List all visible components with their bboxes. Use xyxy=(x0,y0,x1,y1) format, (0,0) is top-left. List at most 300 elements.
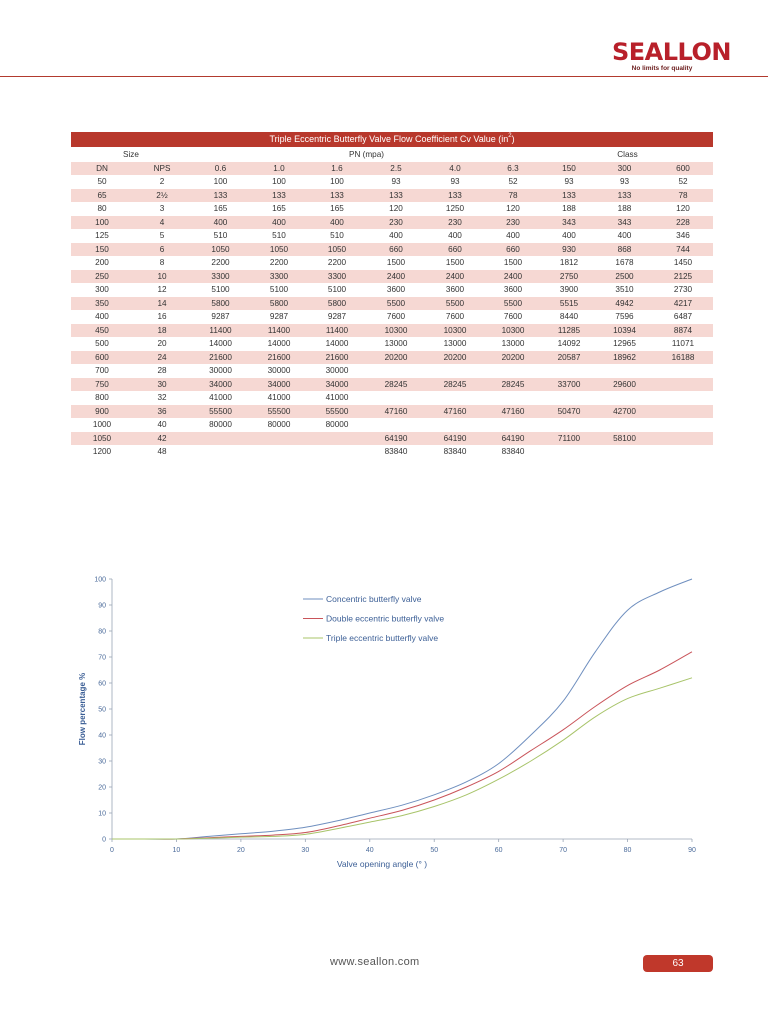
table-cell: 30000 xyxy=(191,364,250,378)
table-cell xyxy=(653,378,713,392)
table-cell: 4942 xyxy=(596,297,653,311)
group-class: Class xyxy=(542,148,713,162)
table-cell: 5100 xyxy=(308,283,366,297)
table-cell: 11285 xyxy=(542,324,596,338)
table-cell: 83840 xyxy=(366,445,426,459)
group-size: Size xyxy=(71,148,191,162)
table-row xyxy=(71,418,713,432)
table-cell: 65 xyxy=(71,189,133,203)
column-header: 4.0 xyxy=(426,162,484,176)
table-cell: 93 xyxy=(542,175,596,189)
legend-label-0: Concentric butterfly valve xyxy=(326,594,422,604)
table-cell: 2200 xyxy=(250,256,308,270)
table-cell: 20200 xyxy=(366,351,426,365)
table-cell: 3300 xyxy=(308,270,366,284)
table-cell: 200 xyxy=(71,256,133,270)
x-tick-label: 70 xyxy=(559,847,568,854)
table-cell: 3300 xyxy=(191,270,250,284)
table-cell: 24 xyxy=(133,351,191,365)
table-cell: 28 xyxy=(133,364,191,378)
table-cell: 12 xyxy=(133,283,191,297)
table-cell: 2 xyxy=(133,175,191,189)
table-cell: 34000 xyxy=(191,378,250,392)
table-cell: 744 xyxy=(653,243,713,257)
table-group-row xyxy=(71,148,713,162)
cv-table-wrapper xyxy=(71,132,713,459)
x-tick-label: 0 xyxy=(110,847,114,854)
table-cell: 165 xyxy=(250,202,308,216)
table-row xyxy=(71,391,713,405)
table-cell: 13000 xyxy=(366,337,426,351)
table-cell: 510 xyxy=(250,229,308,243)
x-tick-label: 80 xyxy=(623,847,632,854)
table-row xyxy=(71,432,713,446)
table-cell: 165 xyxy=(308,202,366,216)
table-cell: 42700 xyxy=(596,405,653,419)
table-cell: 1050 xyxy=(308,243,366,257)
table-cell: 2200 xyxy=(308,256,366,270)
table-cell: 28245 xyxy=(366,378,426,392)
table-title-row xyxy=(71,132,713,148)
table-cell: 230 xyxy=(484,216,542,230)
table-row xyxy=(71,324,713,338)
table-cell: 2750 xyxy=(542,270,596,284)
table-row xyxy=(71,175,713,189)
table-cell: 55500 xyxy=(308,405,366,419)
table-cell xyxy=(250,432,308,446)
table-cell: 3300 xyxy=(250,270,308,284)
table-cell xyxy=(596,391,653,405)
table-cell: 20200 xyxy=(484,351,542,365)
table-title: Triple Eccentric Butterfly Valve Flow Coefficient Cv Value $(in^2)$ xyxy=(71,132,713,148)
table-cell: 2125 xyxy=(653,270,713,284)
table-row xyxy=(71,216,713,230)
table-cell: 8 xyxy=(133,256,191,270)
table-cell: 11400 xyxy=(308,324,366,338)
table-cell: 343 xyxy=(596,216,653,230)
table-cell: 11400 xyxy=(191,324,250,338)
table-cell: 21600 xyxy=(250,351,308,365)
column-header: NPS xyxy=(133,162,191,176)
table-cell: 1500 xyxy=(484,256,542,270)
table-cell: 11071 xyxy=(653,337,713,351)
table-cell: 3510 xyxy=(596,283,653,297)
table-cell: 125 xyxy=(71,229,133,243)
table-cell: 5800 xyxy=(250,297,308,311)
x-tick-label: 30 xyxy=(301,847,310,854)
table-cell: 660 xyxy=(366,243,426,257)
table-cell: 80000 xyxy=(250,418,308,432)
table-cell: 5500 xyxy=(426,297,484,311)
table-cell xyxy=(542,418,596,432)
table-cell: 78 xyxy=(484,189,542,203)
table-cell xyxy=(366,364,426,378)
table-cell: 93 xyxy=(366,175,426,189)
flow-chart xyxy=(71,553,713,879)
table-cell: 14000 xyxy=(250,337,308,351)
table-cell xyxy=(366,391,426,405)
column-header: 2.5 xyxy=(366,162,426,176)
table-cell: 7600 xyxy=(426,310,484,324)
table-cell: 47160 xyxy=(366,405,426,419)
table-cell: 2400 xyxy=(484,270,542,284)
table-cell: 9287 xyxy=(308,310,366,324)
table-cell: 1812 xyxy=(542,256,596,270)
table-cell: 3600 xyxy=(426,283,484,297)
table-cell: 32 xyxy=(133,391,191,405)
table-cell: 343 xyxy=(542,216,596,230)
table-cell: 1678 xyxy=(596,256,653,270)
table-cell: 28245 xyxy=(484,378,542,392)
table-cell: 133 xyxy=(596,189,653,203)
table-cell: 41000 xyxy=(250,391,308,405)
table-cell: 9287 xyxy=(250,310,308,324)
table-cell: 2400 xyxy=(366,270,426,284)
table-cell: 868 xyxy=(596,243,653,257)
column-header: 600 xyxy=(653,162,713,176)
table-cell: 400 xyxy=(426,229,484,243)
table-cell: 450 xyxy=(71,324,133,338)
table-row xyxy=(71,243,713,257)
y-tick-label: 90 xyxy=(98,602,106,610)
table-row xyxy=(71,405,713,419)
table-cell: 16 xyxy=(133,310,191,324)
table-header-row xyxy=(71,162,713,176)
table-cell xyxy=(653,445,713,459)
table-cell: 1050 xyxy=(71,432,133,446)
table-cell: 2400 xyxy=(426,270,484,284)
table-cell: 50 xyxy=(71,175,133,189)
table-row xyxy=(71,310,713,324)
table-cell: 20587 xyxy=(542,351,596,365)
table-cell: 400 xyxy=(484,229,542,243)
table-cell: 8874 xyxy=(653,324,713,338)
table-cell: 500 xyxy=(71,337,133,351)
table-cell: 3900 xyxy=(542,283,596,297)
table-cell: 4 xyxy=(133,216,191,230)
table-cell xyxy=(542,364,596,378)
table-cell xyxy=(308,432,366,446)
table-cell: 58100 xyxy=(596,432,653,446)
table-cell: 64190 xyxy=(366,432,426,446)
table-cell: 14 xyxy=(133,297,191,311)
brand-tagline: No limits for quality xyxy=(631,65,693,72)
header-divider xyxy=(0,76,768,77)
x-tick-label: 50 xyxy=(430,847,439,854)
table-cell: 8440 xyxy=(542,310,596,324)
table-cell: 2500 xyxy=(596,270,653,284)
column-header: 6.3 xyxy=(484,162,542,176)
table-cell xyxy=(426,418,484,432)
table-cell: 1200 xyxy=(71,445,133,459)
table-cell: 1450 xyxy=(653,256,713,270)
table-cell: 400 xyxy=(542,229,596,243)
table-cell: 30 xyxy=(133,378,191,392)
table-cell: 230 xyxy=(366,216,426,230)
table-row xyxy=(71,189,713,203)
table-cell: 133 xyxy=(426,189,484,203)
table-cell: 120 xyxy=(653,202,713,216)
table-cell: 133 xyxy=(308,189,366,203)
table-cell: 133 xyxy=(250,189,308,203)
footer-url[interactable]: www.seallon.com xyxy=(330,956,420,968)
y-tick-label: 100 xyxy=(94,576,106,584)
x-tick-label: 60 xyxy=(494,847,503,854)
table-cell: 14092 xyxy=(542,337,596,351)
table-cell: 36 xyxy=(133,405,191,419)
table-cell: 120 xyxy=(484,202,542,216)
table-row xyxy=(71,270,713,284)
table-cell: 78 xyxy=(653,189,713,203)
table-cell: 510 xyxy=(308,229,366,243)
table-cell: 750 xyxy=(71,378,133,392)
table-cell: 5500 xyxy=(484,297,542,311)
table-cell: 165 xyxy=(191,202,250,216)
table-cell: 1500 xyxy=(426,256,484,270)
table-cell: 47160 xyxy=(484,405,542,419)
table-cell: 2730 xyxy=(653,283,713,297)
table-cell: 30000 xyxy=(308,364,366,378)
table-row xyxy=(71,351,713,365)
table-cell xyxy=(308,445,366,459)
table-cell: 83840 xyxy=(426,445,484,459)
table-cell: 10300 xyxy=(426,324,484,338)
table-cell: 133 xyxy=(542,189,596,203)
table-cell xyxy=(484,364,542,378)
table-cell: 41000 xyxy=(191,391,250,405)
table-cell xyxy=(653,405,713,419)
table-cell xyxy=(653,364,713,378)
table-cell: 700 xyxy=(71,364,133,378)
table-cell xyxy=(366,418,426,432)
table-cell: 350 xyxy=(71,297,133,311)
table-cell xyxy=(191,432,250,446)
table-row xyxy=(71,229,713,243)
table-cell: 10300 xyxy=(484,324,542,338)
table-cell: 34000 xyxy=(308,378,366,392)
table-cell: 660 xyxy=(426,243,484,257)
table-cell: 20 xyxy=(133,337,191,351)
table-row xyxy=(71,202,713,216)
table-cell xyxy=(426,364,484,378)
table-cell: 29600 xyxy=(596,378,653,392)
table-cell xyxy=(596,418,653,432)
table-cell: 100 xyxy=(250,175,308,189)
table-cell: 800 xyxy=(71,391,133,405)
table-row xyxy=(71,283,713,297)
table-cell: 30000 xyxy=(250,364,308,378)
table-cell: 18 xyxy=(133,324,191,338)
table-cell: 34000 xyxy=(250,378,308,392)
table-cell: 80000 xyxy=(191,418,250,432)
table-cell xyxy=(542,445,596,459)
cv-table xyxy=(71,132,713,459)
table-cell: 7600 xyxy=(366,310,426,324)
brand-name: SEALLON xyxy=(612,38,731,66)
table-cell: 1250 xyxy=(426,202,484,216)
group-pn: PN (mpa) xyxy=(191,148,542,162)
table-cell: 100 xyxy=(71,216,133,230)
legend-label-1: Double eccentric butterfly valve xyxy=(326,613,445,624)
table-cell xyxy=(250,445,308,459)
x-tick-label: 10 xyxy=(172,847,181,854)
table-cell xyxy=(484,418,542,432)
table-cell: 52 xyxy=(653,175,713,189)
table-cell: 41000 xyxy=(308,391,366,405)
table-cell: 7596 xyxy=(596,310,653,324)
table-row xyxy=(71,378,713,392)
table-cell: 7600 xyxy=(484,310,542,324)
table-row xyxy=(71,337,713,351)
table-cell: 5100 xyxy=(250,283,308,297)
table-cell: 400 xyxy=(366,229,426,243)
y-axis-label: Flow percentage % xyxy=(78,672,87,746)
x-axis-label: Valve opening angle (° ) xyxy=(336,859,428,869)
table-cell: 33700 xyxy=(542,378,596,392)
y-tick-label: 80 xyxy=(98,628,106,636)
table-cell: 400 xyxy=(596,229,653,243)
table-cell: 120 xyxy=(366,202,426,216)
table-cell: 52 xyxy=(484,175,542,189)
table-cell: 3 xyxy=(133,202,191,216)
table-cell xyxy=(596,445,653,459)
table-cell: 510 xyxy=(191,229,250,243)
y-tick-label: 20 xyxy=(98,784,106,792)
table-cell: 660 xyxy=(484,243,542,257)
table-cell: 400 xyxy=(191,216,250,230)
table-cell: 10394 xyxy=(596,324,653,338)
brand-logo xyxy=(612,38,731,72)
table-cell: 48 xyxy=(133,445,191,459)
table-cell: 3600 xyxy=(366,283,426,297)
table-row xyxy=(71,445,713,459)
column-header: 1.0 xyxy=(250,162,308,176)
table-cell: 2200 xyxy=(191,256,250,270)
table-cell: 1050 xyxy=(191,243,250,257)
table-cell: 930 xyxy=(542,243,596,257)
y-tick-label: 10 xyxy=(98,810,106,818)
table-cell: 300 xyxy=(71,283,133,297)
column-header: 1.6 xyxy=(308,162,366,176)
y-tick-label: 60 xyxy=(98,680,106,688)
y-tick-label: 40 xyxy=(98,732,106,740)
table-cell: 230 xyxy=(426,216,484,230)
table-cell: 5 xyxy=(133,229,191,243)
table-cell: 900 xyxy=(71,405,133,419)
column-header: 0.6 xyxy=(191,162,250,176)
table-cell: 14000 xyxy=(191,337,250,351)
table-cell: 1000 xyxy=(71,418,133,432)
table-cell xyxy=(653,391,713,405)
x-tick-label: 90 xyxy=(688,847,696,854)
table-cell: 6 xyxy=(133,243,191,257)
table-cell: 80 xyxy=(71,202,133,216)
table-cell: 5100 xyxy=(191,283,250,297)
table-cell: 1050 xyxy=(250,243,308,257)
table-cell: 42 xyxy=(133,432,191,446)
page-number: 63 xyxy=(643,955,713,972)
x-tick-label: 20 xyxy=(236,847,245,854)
table-cell: 47160 xyxy=(426,405,484,419)
y-tick-label: 0 xyxy=(102,836,106,844)
table-cell xyxy=(596,364,653,378)
table-cell: 71100 xyxy=(542,432,596,446)
table-cell: 600 xyxy=(71,351,133,365)
table-cell: 100 xyxy=(308,175,366,189)
table-cell: 80000 xyxy=(308,418,366,432)
table-cell: 93 xyxy=(596,175,653,189)
table-cell: 250 xyxy=(71,270,133,284)
table-cell: 5800 xyxy=(191,297,250,311)
table-cell: 400 xyxy=(308,216,366,230)
table-cell: 16188 xyxy=(653,351,713,365)
table-row xyxy=(71,297,713,311)
column-header: DN xyxy=(71,162,133,176)
table-cell: 4217 xyxy=(653,297,713,311)
table-row xyxy=(71,364,713,378)
table-cell: 10300 xyxy=(366,324,426,338)
x-tick-label: 40 xyxy=(365,847,374,854)
table-cell: 21600 xyxy=(308,351,366,365)
table-cell: 2½ xyxy=(133,189,191,203)
table-cell: 83840 xyxy=(484,445,542,459)
table-cell xyxy=(426,391,484,405)
table-cell: 150 xyxy=(71,243,133,257)
table-row xyxy=(71,256,713,270)
table-cell: 55500 xyxy=(191,405,250,419)
table-cell: 228 xyxy=(653,216,713,230)
table-cell: 21600 xyxy=(191,351,250,365)
table-cell xyxy=(653,418,713,432)
table-cell: 14000 xyxy=(308,337,366,351)
table-cell: 55500 xyxy=(250,405,308,419)
table-cell: 346 xyxy=(653,229,713,243)
table-cell: 188 xyxy=(596,202,653,216)
table-cell: 11400 xyxy=(250,324,308,338)
table-cell: 40 xyxy=(133,418,191,432)
table-cell: 9287 xyxy=(191,310,250,324)
y-tick-label: 70 xyxy=(98,654,106,662)
legend-label-2: Triple eccentric butterfly valve xyxy=(326,633,439,643)
table-cell: 5800 xyxy=(308,297,366,311)
column-header: 300 xyxy=(596,162,653,176)
table-cell xyxy=(191,445,250,459)
table-cell: 400 xyxy=(71,310,133,324)
table-cell: 28245 xyxy=(426,378,484,392)
table-cell: 18962 xyxy=(596,351,653,365)
table-cell: 13000 xyxy=(426,337,484,351)
table-cell: 188 xyxy=(542,202,596,216)
table-cell: 5515 xyxy=(542,297,596,311)
y-tick-label: 30 xyxy=(98,758,106,766)
table-cell: 50470 xyxy=(542,405,596,419)
table-cell: 10 xyxy=(133,270,191,284)
table-cell: 1500 xyxy=(366,256,426,270)
table-cell: 100 xyxy=(191,175,250,189)
table-cell: 64190 xyxy=(426,432,484,446)
table-cell: 400 xyxy=(250,216,308,230)
table-cell: 3600 xyxy=(484,283,542,297)
y-tick-label: 50 xyxy=(98,706,106,714)
table-cell: 133 xyxy=(191,189,250,203)
table-cell: 133 xyxy=(366,189,426,203)
table-cell: 6487 xyxy=(653,310,713,324)
table-cell: 93 xyxy=(426,175,484,189)
table-cell: 5500 xyxy=(366,297,426,311)
table-cell xyxy=(542,391,596,405)
table-cell: 13000 xyxy=(484,337,542,351)
table-cell xyxy=(653,432,713,446)
